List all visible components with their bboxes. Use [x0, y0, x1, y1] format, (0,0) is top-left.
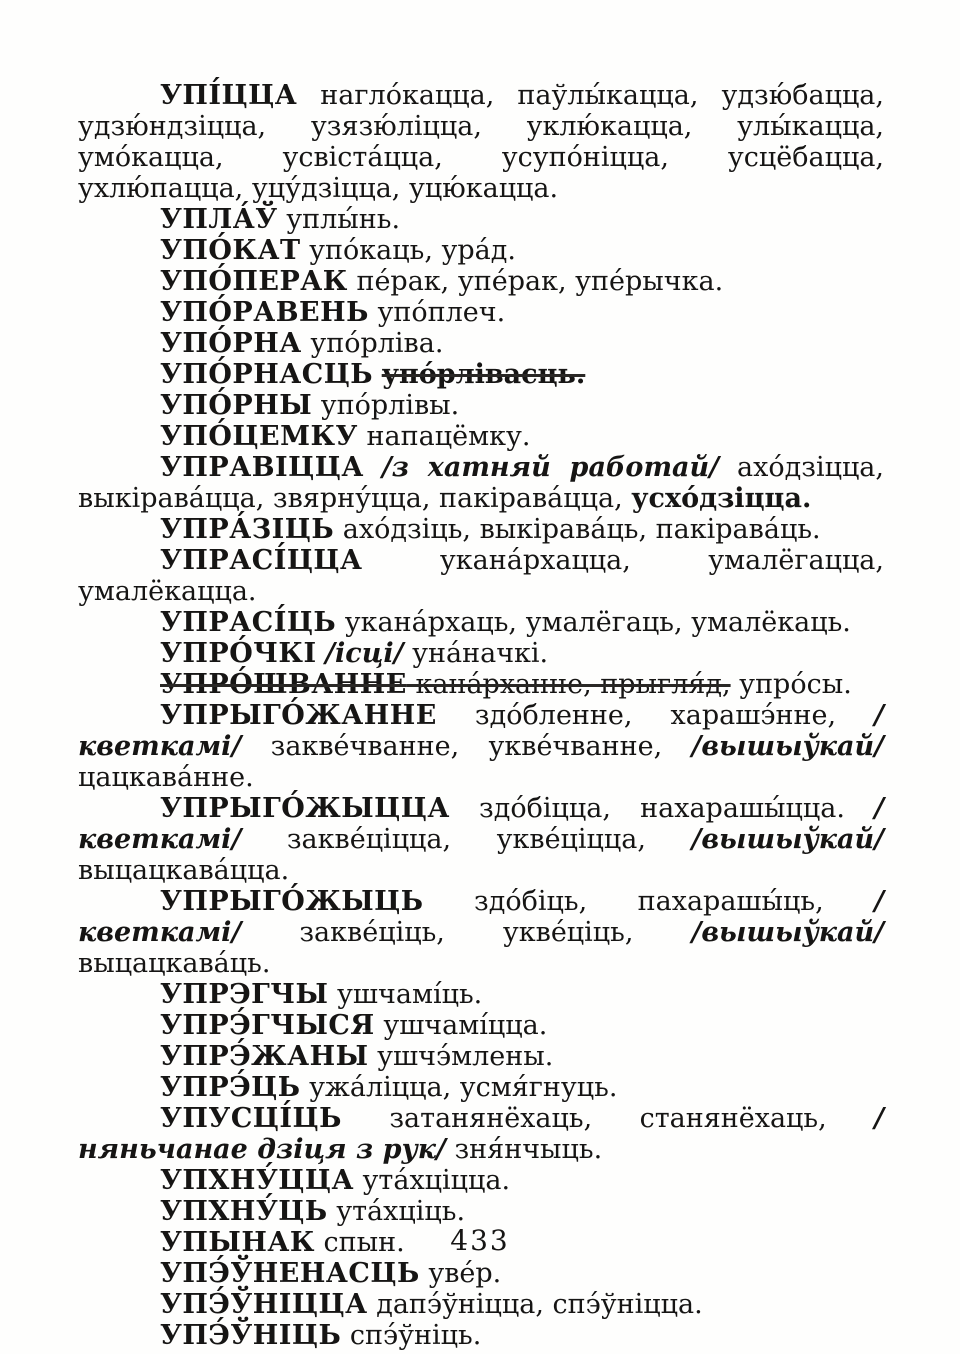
definition-text: ута́хціць.	[327, 1196, 466, 1227]
dictionary-entry	[78, 700, 884, 793]
definition-text	[373, 359, 382, 390]
dictionary-entry	[78, 638, 884, 669]
dictionary-entry	[78, 235, 884, 266]
definition-text: упо́рліва.	[301, 328, 444, 359]
headword: УПІ́ЦЦА	[160, 80, 298, 111]
headword: УПРЭ́ЖАНЫ	[160, 1041, 369, 1072]
definition-text: затанянёхаць, станянёхаць,	[341, 1103, 875, 1134]
context-note: /ісці/	[325, 638, 404, 669]
definition-text	[364, 452, 382, 483]
dictionary-entry	[78, 266, 884, 297]
headword: УПРЭ́ЦЬ	[160, 1072, 301, 1103]
definition-text: упо́плеч.	[368, 297, 506, 328]
definition-text: укана́рхаць, умалёгаць, умалёкаць.	[336, 607, 851, 638]
dictionary-entry	[78, 421, 884, 452]
definition-text: упро́сы.	[730, 669, 852, 700]
definition-text: пе́рак, упе́рак, упе́рычка.	[347, 266, 724, 297]
definition-text: упо́каць, ура́д.	[300, 235, 516, 266]
dictionary-entry	[78, 80, 884, 204]
definition-text: здо́біцца, нахарашы́цца.	[449, 793, 875, 824]
dictionary-entry	[78, 1320, 884, 1351]
definition-text: усхо́дзіцца.	[631, 483, 812, 514]
definition-text: закве́ціць, укве́ціць,	[241, 917, 692, 948]
dictionary-entry	[78, 390, 884, 421]
dictionary-entry	[78, 204, 884, 235]
dictionary-entry	[78, 1258, 884, 1289]
definition-text: ушчамі́цца.	[374, 1010, 548, 1041]
definition-text: нагло́кацца, паўлы́кацца, удзю́бацца, удзю́ндзіцца, узязю́ліцца, уклю́кацца, улы́кацца, умо́кацца, усвіста́цца, усупо́ніцца, усцёбацца, ухлю́пацца, уцу́дзіцца, уцю́кацца.	[78, 80, 884, 204]
headword: УПРО́ШВАННЕ	[160, 669, 407, 700]
definition-text: укана́рхацца, умалёгацца, умалёкацца.	[78, 545, 884, 607]
headword: УПРЭ́ГЧЫСЯ	[160, 1010, 375, 1041]
dictionary-entry	[78, 1072, 884, 1103]
definition-text: цацкава́нне.	[78, 762, 254, 793]
dictionary-entry	[78, 1041, 884, 1072]
headword: УПО́РНЫ	[160, 390, 313, 421]
headword: УПРО́ЧКІ	[160, 638, 317, 669]
definition-text: закве́ціцца, укве́ціцца,	[241, 824, 692, 855]
definition-text	[317, 638, 326, 669]
headword: УПО́РНАСЦЬ	[160, 359, 374, 390]
dictionary-entry	[78, 979, 884, 1010]
dictionary-entry	[78, 545, 884, 607]
dictionary-entry	[78, 1165, 884, 1196]
dictionary-entry	[78, 669, 884, 700]
context-note: /кветкамі/	[78, 886, 884, 948]
context-note: /вышыўкай/	[691, 824, 884, 855]
definition-text: уве́р.	[419, 1258, 502, 1289]
definition-text: спэ́ўніць.	[341, 1320, 482, 1351]
definition-text: упо́рлівасць.	[381, 359, 586, 390]
dictionary-entry	[78, 886, 884, 979]
dictionary-entry	[78, 452, 884, 514]
context-note: /з хатняй работай/	[381, 452, 719, 483]
headword: УПРАВІЦЦА	[160, 452, 364, 483]
definition-text: упо́рлівы.	[312, 390, 460, 421]
headword: УПРЫГО́ЖАННЕ	[160, 700, 437, 731]
headword: УПХНУ́ЦЦА	[160, 1165, 354, 1196]
headword: УПЫНАК	[160, 1227, 315, 1258]
headword: УПУСЦІ́ЦЬ	[160, 1103, 342, 1134]
entries-text-block	[78, 80, 884, 1351]
definition-text: ахо́дзіцца, выкірава́цца, звярну́цца, пакірава́цца,	[78, 452, 884, 514]
headword: УПРАСІ́ЦЬ	[160, 607, 337, 638]
dictionary-entry	[78, 328, 884, 359]
context-note: /вышыўкай/	[691, 917, 884, 948]
definition-text: спын.	[314, 1227, 405, 1258]
headword: УПРАСІ́ЦЦА	[160, 545, 363, 576]
definition-text: ута́хціцца.	[353, 1165, 511, 1196]
context-note: /кветкамі/	[78, 700, 884, 762]
headword: УПЭ́ЎНІЦЦА	[160, 1289, 368, 1320]
headword: УПО́РНА	[160, 328, 302, 359]
dictionary-entry	[78, 607, 884, 638]
definition-text: ахо́дзіць, выкірава́ць, пакірава́ць.	[334, 514, 821, 545]
headword: УПЭ́ЎНЕНАСЦЬ	[160, 1258, 420, 1289]
dictionary-entry	[78, 1196, 884, 1227]
headword: УПРЫГО́ЖЫЦЦА	[160, 793, 450, 824]
definition-text: выцацкава́ць.	[78, 948, 271, 979]
dictionary-entry	[78, 793, 884, 886]
definition-text: здо́бленне, харашэ́нне,	[436, 700, 875, 731]
headword: УПРА́ЗІЦЬ	[160, 514, 335, 545]
context-note: /кветкамі/	[78, 793, 884, 855]
dictionary-entry	[78, 1289, 884, 1320]
definition-text: кана́рханне, прыгля́д,	[406, 669, 731, 700]
definition-text: дапэ́ўніцца, спэ́ўніцца.	[367, 1289, 703, 1320]
headword: УПРЫГО́ЖЫЦЬ	[160, 886, 424, 917]
definition-text: уна́начкі.	[403, 638, 549, 669]
context-note: /няньчанае дзіця з рук/	[78, 1103, 884, 1165]
headword: УПЭ́ЎНІЦЬ	[160, 1320, 342, 1351]
headword: УПХНУ́ЦЬ	[160, 1196, 328, 1227]
context-note: /вышыўкай/	[691, 731, 884, 762]
definition-text: здо́біць, пахарашы́ць,	[423, 886, 875, 917]
definition-text: ушчэ́млены.	[368, 1041, 554, 1072]
dictionary-entry	[78, 359, 884, 390]
page-number: 433	[450, 1224, 510, 1257]
headword: УПО́ЦЕМКУ	[160, 421, 358, 452]
dictionary-entry	[78, 1010, 884, 1041]
headword: УПЛА́Ў	[160, 204, 278, 235]
dictionary-entry	[78, 1103, 884, 1165]
definition-text: напацёмку.	[357, 421, 531, 452]
headword: УПО́КАТ	[160, 235, 301, 266]
headword: УПО́РАВЕНЬ	[160, 297, 369, 328]
dictionary-entry	[78, 297, 884, 328]
definition-text: ушчамі́ць.	[328, 979, 483, 1010]
definition-text: ужа́ліцца, усмя́гнуць.	[300, 1072, 618, 1103]
headword: УПРЭГЧЫ	[160, 979, 329, 1010]
headword: УПО́ПЕРАК	[160, 266, 348, 297]
definition-text: уплы́нь.	[277, 204, 401, 235]
definition-text: закве́чванне, укве́чванне,	[241, 731, 692, 762]
dictionary-entry	[78, 514, 884, 545]
definition-text: зня́нчыць.	[445, 1134, 603, 1165]
definition-text: выцацкава́цца.	[78, 855, 290, 886]
